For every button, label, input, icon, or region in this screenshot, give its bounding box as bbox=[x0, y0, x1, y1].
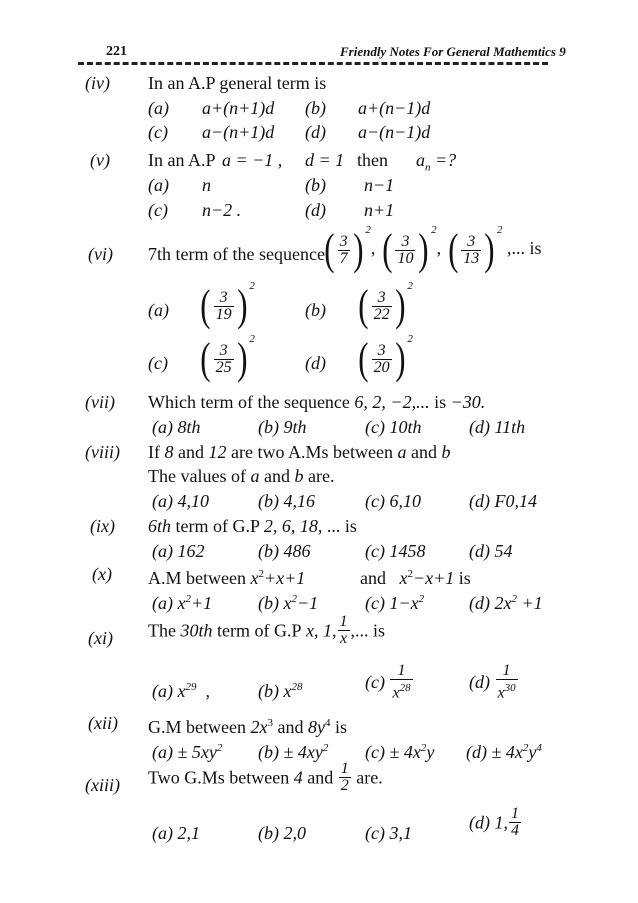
math-expr: a = −1 , bbox=[222, 150, 283, 170]
option-label: (b) bbox=[305, 98, 326, 118]
question-stem: Which term of the sequence 6, 2, −2,... is −30. bbox=[148, 392, 486, 412]
option: (c) 10th bbox=[365, 417, 422, 437]
header-rule bbox=[78, 62, 548, 65]
question-number: (xi) bbox=[88, 628, 113, 648]
option-label: (b) bbox=[305, 300, 326, 320]
option: (d) 54 bbox=[469, 541, 513, 561]
question-number: (xii) bbox=[88, 713, 118, 733]
option: $(c) \pm 4x^2y$ bbox=[365, 742, 435, 762]
option-label: (b) bbox=[305, 175, 326, 195]
option: (d) $\frac{1}{x^{30}}$ bbox=[469, 662, 516, 702]
option: (c) $\frac{1}{x^{28}}$ bbox=[365, 662, 411, 702]
option-value: a−(n−1)d bbox=[358, 122, 431, 142]
question-stem: and $x^2-x+1$ is bbox=[360, 568, 471, 588]
option: (b) 2,0 bbox=[258, 823, 306, 843]
option: (d) 1, $\frac{1}{4}$ bbox=[469, 805, 519, 839]
question-stem: The 30th term of G.P x, 1, $\frac{1}{x}$ ,... is bbox=[148, 613, 386, 647]
option: (a) 2,1 bbox=[152, 823, 200, 843]
question-stem: 6th term of G.P 2, 6, 18, ... is bbox=[148, 516, 357, 536]
option-value: n bbox=[202, 175, 211, 195]
question-number: (v) bbox=[90, 150, 110, 170]
option-value: n+1 bbox=[364, 200, 395, 220]
option: (b) 486 bbox=[258, 541, 311, 561]
option-label: (c) bbox=[148, 200, 168, 220]
question-stem: then bbox=[357, 150, 388, 170]
question-number: (vi) bbox=[88, 244, 113, 264]
question-number: (iv) bbox=[85, 73, 110, 93]
option: (c) 1458 bbox=[365, 541, 426, 561]
option-value: a−(n+1)d bbox=[202, 122, 275, 142]
option-value: n−2 . bbox=[202, 200, 242, 220]
option: (b) 4,16 bbox=[258, 491, 315, 511]
option: $(d) \pm 4x^2y^4$ bbox=[466, 742, 542, 762]
option-label: (d) bbox=[305, 200, 326, 220]
option-label: (d) bbox=[305, 122, 326, 142]
question-stem: Two G.Ms between 4 and $\frac{1}{2}$ are. bbox=[148, 760, 383, 794]
option-label: (a) bbox=[148, 300, 169, 320]
question-number: (xiii) bbox=[85, 775, 120, 795]
question-stem: If 8 and 12 are two A.Ms between a and b bbox=[148, 442, 451, 462]
option: (b) $x^2-1$ bbox=[258, 593, 319, 613]
question-stem: 7th term of the sequence bbox=[148, 244, 325, 264]
option-value: ( $\frac{3}{25}$ ) $^2$ bbox=[200, 333, 255, 383]
option: (d) F0,14 bbox=[469, 491, 537, 511]
option: (a) $x^2+1$ bbox=[152, 593, 213, 613]
option-value: ( $\frac{3}{19}$ ) $^2$ bbox=[200, 280, 255, 330]
option-label: (c) bbox=[148, 353, 168, 373]
question-stem: In an A.P general term is bbox=[148, 73, 327, 93]
question-number: (vii) bbox=[85, 392, 115, 412]
option: (a) $x^{29}$ , bbox=[152, 681, 210, 701]
option: (d) $2x^2 +1$ bbox=[469, 593, 543, 613]
option-label: (a) bbox=[148, 98, 169, 118]
option: (a) 162 bbox=[152, 541, 205, 561]
question-number: (ix) bbox=[90, 516, 115, 536]
running-title: Friendly Notes For General Mathemtics 9 bbox=[340, 44, 566, 59]
option-value: a+(n−1)d bbox=[358, 98, 431, 118]
option-label: (c) bbox=[148, 122, 168, 142]
option: (b) $x^{28}$ bbox=[258, 681, 303, 701]
question-number: (viii) bbox=[85, 442, 120, 462]
option: (a) 8th bbox=[152, 417, 201, 437]
page-number: 221 bbox=[106, 44, 127, 59]
option-label: (a) bbox=[148, 175, 169, 195]
question-stem: G.M between $2x^3$ and $8y^4$ is bbox=[148, 717, 347, 737]
option-value: n−1 bbox=[364, 175, 395, 195]
question-number: (x) bbox=[92, 564, 112, 584]
question-stem: In an A.P bbox=[148, 150, 216, 170]
question-stem: A.M between $x^2+x+1$ bbox=[148, 568, 306, 588]
option-label: (d) bbox=[305, 353, 326, 373]
option: (c) $1-x^2$ bbox=[365, 593, 425, 613]
option: (c) 3,1 bbox=[365, 823, 412, 843]
option: $(b) \pm 4xy^2$ bbox=[258, 742, 329, 762]
option-value: ( $\frac{3}{20}$ ) $^2$ bbox=[358, 333, 413, 383]
option-value: ( $\frac{3}{22}$ ) $^2$ bbox=[358, 280, 413, 330]
sequence-expression: ( $\frac{3}{7}$ ) $^2$, ( $\frac{3}{10}$ ) $^2$, ( $\frac{3}{13}$ ) $^2$ ,... is bbox=[324, 224, 542, 274]
option: (c) 6,10 bbox=[365, 491, 421, 511]
option: (d) 11th bbox=[469, 417, 526, 437]
option: $(a) \pm 5xy^2$ bbox=[152, 742, 223, 762]
math-expr: d = 1 bbox=[305, 150, 345, 170]
option: (a) 4,10 bbox=[152, 491, 209, 511]
math-expr: $a_n$ =? bbox=[416, 150, 457, 174]
option: (b) 9th bbox=[258, 417, 307, 437]
option-value: a+(n+1)d bbox=[202, 98, 275, 118]
question-stem: The values of a and b are. bbox=[148, 466, 335, 486]
